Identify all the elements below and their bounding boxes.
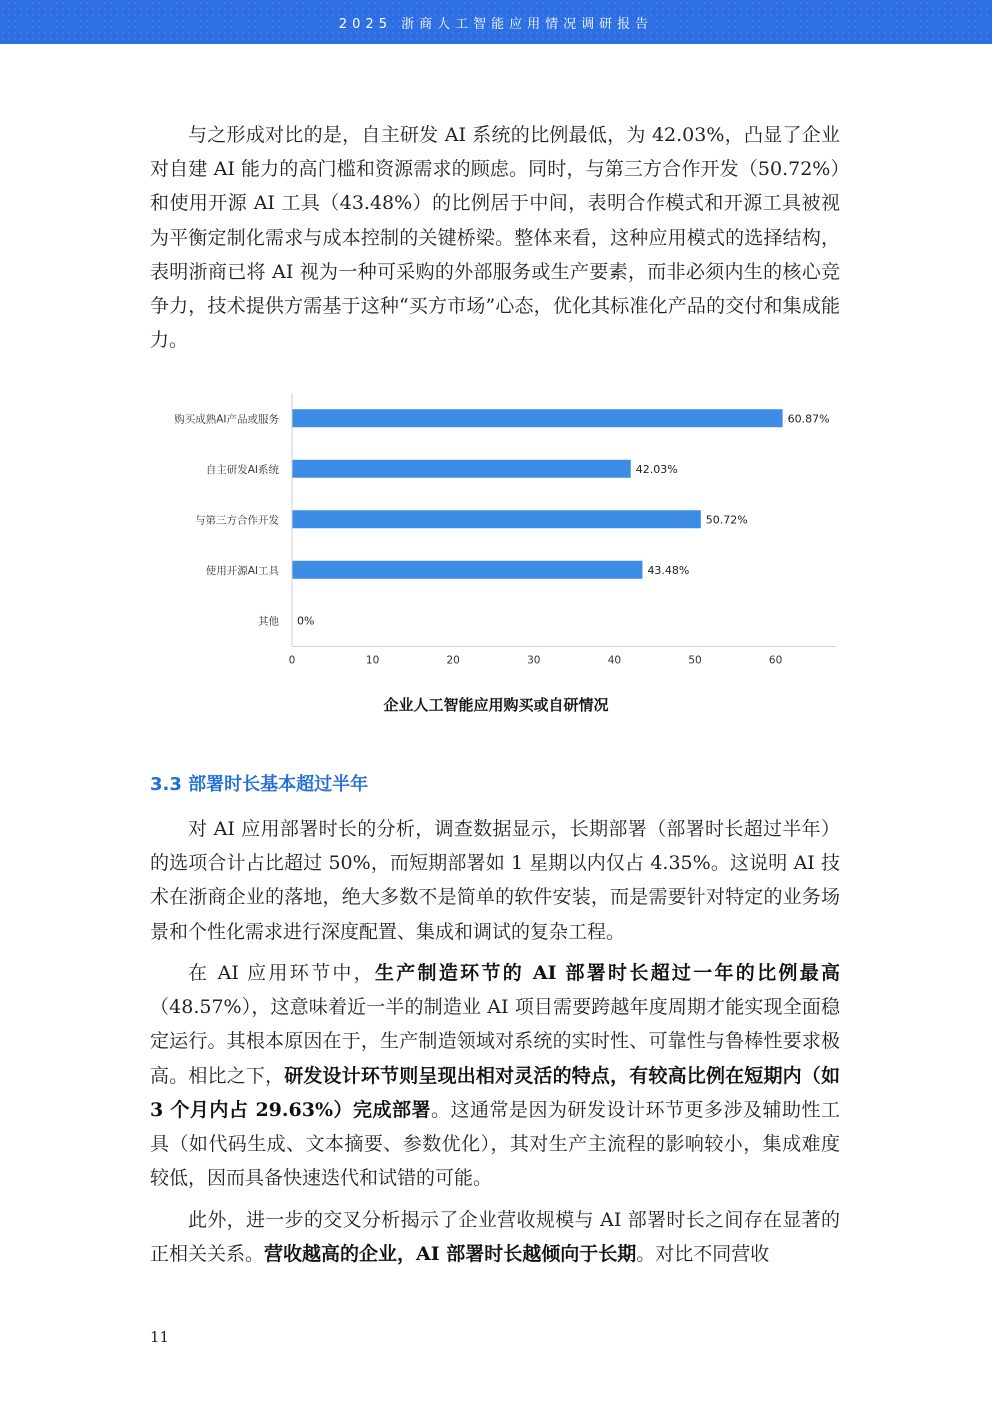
category-label: 其他 bbox=[258, 615, 279, 628]
page-number: 11 bbox=[150, 1328, 170, 1346]
bar bbox=[292, 561, 642, 579]
x-tick-label: 50 bbox=[688, 654, 702, 667]
x-tick-label: 10 bbox=[365, 654, 380, 667]
text-segment: 在 AI 应用环节中， bbox=[188, 962, 375, 984]
paragraph-deployment-duration: 对 AI 应用部署时长的分析，调查数据显示，长期部署（部署时长超过半年）的选项合计占比超过 50%，而短期部署如 1 星期以内仅占 4.35%。这说明 AI 技术在浙商企业的落地，绝大多数不是简单的软件安装，而是需要针对特定的业务场景和个性化需求进行深度配置、集成和调试的复杂工程。 bbox=[150, 818, 840, 943]
category-label: 自主研发AI系统 bbox=[205, 463, 279, 476]
bar bbox=[292, 409, 783, 427]
bar bbox=[292, 510, 701, 528]
text-segment: （48.57%），这意味着近一半的制造业 AI 项目需要跨越年度周期才能实现全面稳定运行。其根本原因在于，生产制造领域对系统的实时性、可靠性与鲁棒性要求极高。相比之下， bbox=[150, 996, 840, 1087]
paragraph-comparison: 与之形成对比的是，自主研发 AI 系统的比例最低，为 42.03%，凸显了企业对自建 AI 能力的高门槛和资源需求的顾虑。同时，与第三方合作开发（50.72%）和使用开源 AI 工具（43.48%）的比例居于中间，表明合作模式和开源工具被视为平衡定制化需求与成本控制的关键桥梁。整体来看，这种应用模式的选择结构，表明浙商已将 AI 视为一种可采购的外部服务或生产要素，而非必须内生的核心竞争力，技术提供方需基于这种“买方市场”心态，优化其标准化产品的交付和集成能力。 bbox=[150, 124, 840, 352]
report-header-title: 2025 浙商人工智能应用情况调研报告 bbox=[338, 16, 654, 32]
x-tick-label: 20 bbox=[446, 654, 460, 667]
data-label: 43.48% bbox=[647, 563, 690, 577]
bar bbox=[292, 460, 631, 478]
chart-caption: 企业人工智能应用购买或自研情况 bbox=[383, 696, 609, 714]
data-label: 50.72% bbox=[705, 513, 748, 527]
x-tick-label: 60 bbox=[768, 654, 783, 667]
paragraph-revenue-correlation bbox=[150, 1203, 840, 1271]
text-segment: 此外，进一步的交叉分析揭示了企业营收规模与 AI 部署时长之间存在显著的正相关关系。 bbox=[150, 1209, 840, 1266]
category-label: 使用开源AI工具 bbox=[205, 564, 279, 577]
data-label: 42.03% bbox=[635, 462, 678, 476]
section-title: 3.3 部署时长基本超过半年 bbox=[150, 774, 369, 795]
report-header-bar bbox=[0, 0, 992, 44]
emphasis-text: 营收越高的企业，AI 部署时长越倾向于长期 bbox=[264, 1243, 637, 1266]
paragraph-application-stage bbox=[150, 956, 840, 1195]
x-tick-label: 0 bbox=[288, 654, 296, 667]
x-tick-label: 40 bbox=[607, 654, 622, 667]
emphasis-text: 研发设计环节则呈现出相对灵活的特点，有较高比例在短期内（如 3 个月内占 29.63%）完成部署 bbox=[150, 1064, 840, 1121]
text-segment: 。对比不同营收 bbox=[636, 1243, 770, 1266]
category-label: 与第三方合作开发 bbox=[195, 514, 279, 527]
bar-chart bbox=[150, 385, 850, 675]
x-tick-label: 30 bbox=[527, 654, 541, 667]
emphasis-text: 生产制造环节的 AI 部署时长超过一年的比例最高 bbox=[374, 962, 840, 984]
category-label: 购买成熟AI产品或服务 bbox=[174, 413, 279, 426]
text-segment: 。这通常是因为研发设计环节更多涉及辅助性工具（如代码生成、文本摘要、参数优化），其对生产主流程的影响较小，集成难度较低，因而具备快速迭代和试错的可能。 bbox=[150, 1098, 840, 1190]
data-label: 60.87% bbox=[787, 412, 830, 426]
data-label: 0% bbox=[297, 614, 315, 628]
